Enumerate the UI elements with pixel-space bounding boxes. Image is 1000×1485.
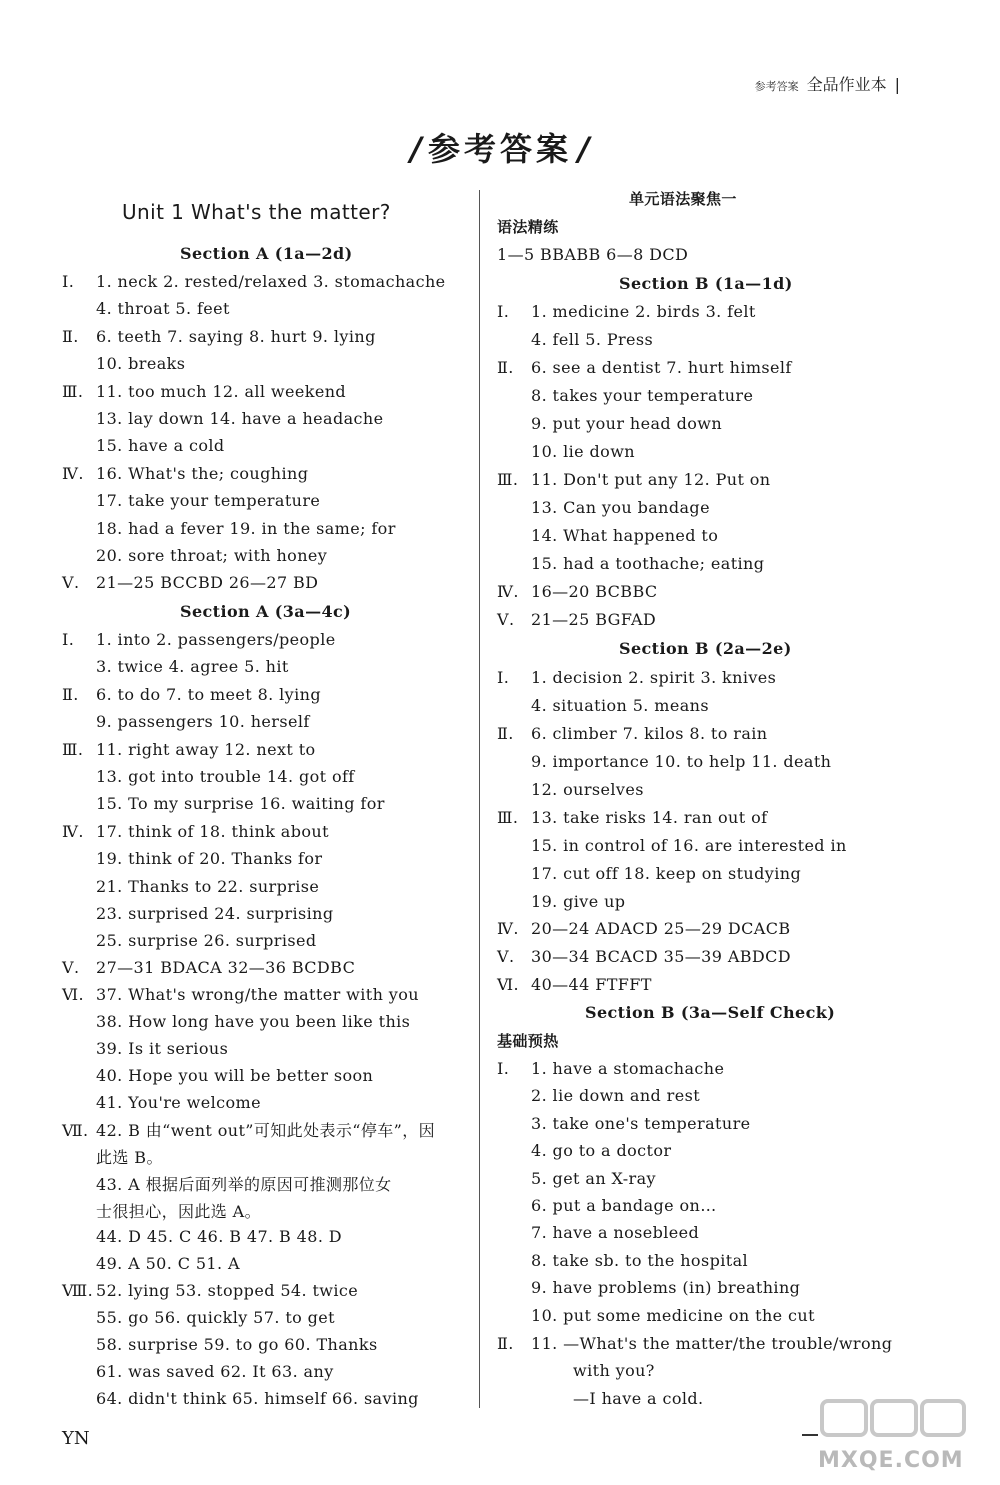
answer-line bbox=[62, 1039, 228, 1059]
answer-line bbox=[62, 931, 317, 951]
answer-text: 1. decision 2. spirit 3. knives bbox=[531, 668, 777, 687]
answer-line bbox=[497, 836, 847, 856]
answer-text: 12. ourselves bbox=[531, 780, 644, 799]
answer-line bbox=[497, 1278, 800, 1298]
answer-line bbox=[62, 794, 385, 814]
answer-text: 19. think of 20. Thanks for bbox=[96, 849, 323, 868]
answer-text: 1. neck 2. rested/relaxed 3. stomachache bbox=[96, 272, 446, 291]
answer-text: 7. have a nosebleed bbox=[531, 1223, 700, 1242]
answer-line bbox=[497, 386, 753, 406]
answer-line bbox=[497, 302, 756, 322]
answer-text: 5. get an X-ray bbox=[531, 1169, 656, 1188]
roman-numeral: Ⅱ. bbox=[62, 327, 79, 346]
answer-line bbox=[497, 498, 710, 518]
answer-text: 41. You're welcome bbox=[96, 1093, 261, 1112]
answer-text: 40. Hope you will be better soon bbox=[96, 1066, 374, 1085]
roman-numeral: Ⅰ. bbox=[497, 668, 510, 687]
answer-text: 21—25 BCCBD 26—27 BD bbox=[96, 573, 319, 592]
roman-numeral: Ⅱ. bbox=[497, 724, 514, 743]
roman-numeral: Ⅴ. bbox=[497, 610, 515, 629]
answer-line bbox=[497, 1086, 700, 1106]
title-text: 参考答案 bbox=[427, 130, 572, 168]
answer-text: 语法精练 bbox=[497, 218, 559, 236]
roman-numeral: Ⅱ. bbox=[497, 358, 514, 377]
answer-line bbox=[497, 808, 767, 828]
answer-line bbox=[497, 724, 767, 744]
roman-numeral: Ⅲ. bbox=[497, 470, 519, 489]
answer-line bbox=[497, 330, 653, 350]
roman-numeral: Ⅱ. bbox=[497, 1334, 514, 1353]
answer-text: 11. —What's the matter/the trouble/wrong bbox=[531, 1334, 893, 1353]
answer-line bbox=[62, 1121, 435, 1141]
roman-numeral: Ⅴ. bbox=[497, 947, 515, 966]
column-divider bbox=[479, 190, 480, 1408]
answer-line bbox=[497, 919, 791, 939]
answer-text: 17. cut off 18. keep on studying bbox=[531, 864, 802, 883]
answer-text: 11. right away 12. next to bbox=[96, 740, 316, 759]
roman-numeral: Ⅶ. bbox=[62, 1121, 89, 1140]
answer-line bbox=[62, 877, 319, 897]
answer-line bbox=[497, 217, 559, 237]
answer-text: 15. had a toothache; eating bbox=[531, 554, 765, 573]
answer-text: 42. B 由“went out”可知此处表示“停车”，因 bbox=[96, 1121, 436, 1140]
answer-line bbox=[573, 1361, 655, 1381]
answer-line bbox=[497, 610, 656, 630]
answer-text: Unit 1 What's the matter? bbox=[122, 200, 391, 224]
answer-line bbox=[180, 244, 353, 264]
answer-text: 23. surprised 24. surprising bbox=[96, 904, 334, 923]
answer-line bbox=[497, 1031, 559, 1051]
answer-line bbox=[497, 947, 791, 967]
answer-text: 17. think of 18. think about bbox=[96, 822, 329, 841]
answer-text: 士很担心，因此选 A。 bbox=[96, 1202, 262, 1221]
roman-numeral: Ⅲ. bbox=[497, 808, 519, 827]
answer-text: 19. give up bbox=[531, 892, 626, 911]
answer-text: 27—31 BDACA 32—36 BCDBC bbox=[96, 958, 356, 977]
answer-line bbox=[62, 573, 318, 593]
answer-text: 38. How long have you been like this bbox=[96, 1012, 411, 1031]
page-title bbox=[0, 124, 1000, 170]
answer-text: 6. teeth 7. saying 8. hurt 9. lying bbox=[96, 327, 376, 346]
answer-text: 9. put your head down bbox=[531, 414, 723, 433]
answer-line bbox=[62, 1227, 342, 1247]
answer-line bbox=[62, 849, 322, 869]
answer-text: Section A (1a—2d) bbox=[180, 244, 353, 263]
answer-line bbox=[497, 470, 771, 490]
roman-numeral: Ⅵ. bbox=[62, 985, 84, 1004]
answer-line bbox=[497, 1169, 656, 1189]
answer-line bbox=[62, 1148, 163, 1168]
answer-line bbox=[62, 1202, 261, 1222]
answer-text: 6. to do 7. to meet 8. lying bbox=[96, 685, 321, 704]
answer-text: 30—34 BCACD 35—39 ABDCD bbox=[531, 947, 792, 966]
answer-text: 2. lie down and rest bbox=[531, 1086, 701, 1105]
answer-line bbox=[62, 409, 384, 429]
roman-numeral: Ⅲ. bbox=[62, 382, 84, 401]
answer-line bbox=[180, 602, 351, 622]
answer-text: 20. sore throat; with honey bbox=[96, 546, 328, 565]
roman-numeral: Ⅵ. bbox=[497, 975, 519, 994]
answer-line bbox=[497, 1223, 699, 1243]
answer-line bbox=[497, 245, 688, 265]
answer-text: 64. didn't think 65. himself 66. saving bbox=[96, 1389, 419, 1408]
answer-text: 49. A 50. C 51. A bbox=[96, 1254, 240, 1273]
answer-line bbox=[122, 202, 391, 222]
answer-text: 16—20 BCBBC bbox=[531, 582, 658, 601]
answer-text: 单元语法聚焦一 bbox=[629, 190, 737, 208]
answer-text: —I have a cold. bbox=[573, 1389, 704, 1408]
answer-text: 11. too much 12. all weekend bbox=[96, 382, 347, 401]
roman-numeral: Ⅴ. bbox=[62, 958, 80, 977]
answer-line bbox=[497, 1334, 892, 1354]
footer-dash bbox=[802, 1434, 818, 1436]
answer-line bbox=[62, 464, 308, 484]
answer-text: 16. What's the; coughing bbox=[96, 464, 309, 483]
answer-line bbox=[497, 1114, 751, 1134]
answer-text: 3. take one's temperature bbox=[531, 1114, 751, 1133]
answer-text: 61. was saved 62. It 63. any bbox=[96, 1362, 334, 1381]
answer-line bbox=[62, 1335, 378, 1355]
header-small-label: 参考答案 bbox=[754, 80, 799, 93]
answer-text: 37. What's wrong/the matter with you bbox=[96, 985, 419, 1004]
answer-text: 10. put some medicine on the cut bbox=[531, 1306, 815, 1325]
answer-line bbox=[497, 1141, 671, 1161]
answer-line bbox=[497, 864, 801, 884]
answer-line bbox=[62, 904, 334, 924]
answer-text: 10. lie down bbox=[531, 442, 635, 461]
answer-line bbox=[62, 1093, 261, 1113]
answer-text: 55. go 56. quickly 57. to get bbox=[96, 1308, 336, 1327]
answer-line bbox=[497, 442, 635, 462]
answer-line bbox=[62, 382, 346, 402]
answer-text: 10. breaks bbox=[96, 354, 186, 373]
answer-line bbox=[497, 582, 658, 602]
answer-line bbox=[619, 274, 793, 294]
answer-text: 4. go to a doctor bbox=[531, 1141, 672, 1160]
answer-line bbox=[62, 1066, 373, 1086]
answer-text: 13. got into trouble 14. got off bbox=[96, 767, 355, 786]
answer-line bbox=[497, 554, 764, 574]
answer-text: 20—24 ADACD 25—29 DCACB bbox=[531, 919, 791, 938]
answer-line bbox=[619, 639, 792, 659]
title-slash-left: / bbox=[410, 130, 422, 168]
page-header bbox=[755, 72, 900, 95]
answer-line bbox=[62, 354, 185, 374]
answer-text: Section B (1a—1d) bbox=[619, 274, 793, 293]
answer-text: 11. Don't put any 12. Put on bbox=[531, 470, 771, 489]
answer-text: 14. What happened to bbox=[531, 526, 719, 545]
answer-line bbox=[62, 1012, 410, 1032]
answer-line bbox=[62, 546, 327, 566]
answer-line bbox=[62, 685, 321, 705]
answer-line bbox=[497, 892, 625, 912]
answer-text: 此选 B。 bbox=[96, 1148, 163, 1167]
answer-line bbox=[62, 657, 289, 677]
roman-numeral: Ⅳ. bbox=[62, 464, 84, 483]
answer-line bbox=[62, 519, 396, 539]
roman-numeral: Ⅰ. bbox=[497, 302, 510, 321]
answer-line bbox=[62, 630, 336, 650]
footer-code: YN bbox=[62, 1428, 90, 1449]
roman-numeral: Ⅳ. bbox=[497, 582, 519, 601]
answer-line bbox=[62, 822, 329, 842]
answer-line bbox=[497, 696, 709, 716]
roman-numeral: Ⅳ. bbox=[497, 919, 519, 938]
answer-text: 1. into 2. passengers/people bbox=[96, 630, 336, 649]
answer-line bbox=[497, 1196, 717, 1216]
answer-text: 40—44 FTFFT bbox=[531, 975, 652, 994]
answer-text: 9. have problems (in) breathing bbox=[531, 1278, 801, 1297]
answer-text: Section A (3a—4c) bbox=[180, 602, 352, 621]
header-bar: | bbox=[894, 75, 900, 94]
answer-line bbox=[629, 189, 737, 209]
answer-text: 39. Is it serious bbox=[96, 1039, 229, 1058]
roman-numeral: Ⅴ. bbox=[62, 573, 80, 592]
title-slash-right: / bbox=[578, 130, 590, 168]
answer-text: 52. lying 53. stopped 54. twice bbox=[96, 1281, 359, 1300]
answer-line bbox=[497, 780, 644, 800]
answer-text: 4. throat 5. feet bbox=[96, 299, 230, 318]
answer-text: 18. had a fever 19. in the same; for bbox=[96, 519, 396, 538]
roman-numeral: Ⅳ. bbox=[62, 822, 84, 841]
answer-line bbox=[497, 358, 792, 378]
roman-numeral: Ⅰ. bbox=[497, 1059, 510, 1078]
answer-text: 8. take sb. to the hospital bbox=[531, 1251, 749, 1270]
answer-text: 15. in control of 16. are interested in bbox=[531, 836, 847, 855]
answer-line bbox=[62, 491, 320, 511]
answer-text: 6. see a dentist 7. hurt himself bbox=[531, 358, 792, 377]
answer-text: 43. A 根据后面列举的原因可推测那位女 bbox=[96, 1175, 392, 1194]
answer-text: 基础预热 bbox=[497, 1032, 559, 1050]
answer-line bbox=[62, 1362, 334, 1382]
watermark-text: MXQE.COM bbox=[818, 1448, 964, 1473]
answer-text: 44. D 45. C 46. B 47. B 48. D bbox=[96, 1227, 343, 1246]
roman-numeral: Ⅰ. bbox=[62, 272, 75, 291]
answer-line bbox=[497, 752, 831, 772]
answer-line bbox=[62, 299, 230, 319]
answer-line bbox=[573, 1389, 704, 1409]
answer-text: 6. climber 7. kilos 8. to rain bbox=[531, 724, 768, 743]
answer-line bbox=[62, 436, 225, 456]
answer-line bbox=[497, 975, 652, 995]
answer-text: 3. twice 4. agree 5. hit bbox=[96, 657, 289, 676]
answer-line bbox=[62, 327, 376, 347]
answer-text: 6. put a bandage on… bbox=[531, 1196, 717, 1215]
roman-numeral: Ⅷ. bbox=[62, 1281, 94, 1300]
answer-text: 13. Can you bandage bbox=[531, 498, 710, 517]
answer-line bbox=[62, 1175, 392, 1195]
answer-line bbox=[62, 740, 316, 760]
answer-text: Section B (3a—Self Check) bbox=[585, 1003, 836, 1022]
answer-line bbox=[62, 1308, 335, 1328]
answer-text: 1. medicine 2. birds 3. felt bbox=[531, 302, 756, 321]
answer-text: 25. surprise 26. surprised bbox=[96, 931, 317, 950]
answer-line bbox=[62, 712, 310, 732]
answer-line bbox=[62, 958, 355, 978]
answer-line bbox=[62, 767, 355, 787]
answer-line bbox=[497, 414, 722, 434]
answer-line bbox=[497, 1251, 748, 1271]
answer-text: 58. surprise 59. to go 60. Thanks bbox=[96, 1335, 378, 1354]
roman-numeral: Ⅰ. bbox=[62, 630, 75, 649]
answer-text: 21. Thanks to 22. surprise bbox=[96, 877, 320, 896]
answer-line bbox=[62, 1254, 240, 1274]
answer-text: 13. take risks 14. ran out of bbox=[531, 808, 768, 827]
answer-text: 9. passengers 10. herself bbox=[96, 712, 310, 731]
answer-line bbox=[497, 526, 718, 546]
answer-text: 9. importance 10. to help 11. death bbox=[531, 752, 832, 771]
header-brand: 全品作业本 bbox=[806, 75, 887, 94]
answer-line bbox=[585, 1003, 835, 1023]
roman-numeral: Ⅲ. bbox=[62, 740, 84, 759]
answer-line bbox=[62, 272, 446, 292]
answer-line bbox=[62, 1389, 419, 1409]
answer-text: 1—5 BBABB 6—8 DCD bbox=[497, 245, 689, 264]
answer-text: with you? bbox=[573, 1361, 655, 1380]
roman-numeral: Ⅱ. bbox=[62, 685, 79, 704]
answer-text: 15. To my surprise 16. waiting for bbox=[96, 794, 385, 813]
answer-line bbox=[62, 985, 419, 1005]
answer-line bbox=[62, 1281, 358, 1301]
answer-text: Section B (2a—2e) bbox=[619, 639, 792, 658]
answer-text: 15. have a cold bbox=[96, 436, 225, 455]
answer-text: 17. take your temperature bbox=[96, 491, 321, 510]
answer-line bbox=[497, 1306, 815, 1326]
answer-text: 8. takes your temperature bbox=[531, 386, 754, 405]
answer-line bbox=[497, 668, 776, 688]
answer-text: 21—25 BGFAD bbox=[531, 610, 657, 629]
answer-text: 13. lay down 14. have a headache bbox=[96, 409, 384, 428]
answer-text: 4. fell 5. Press bbox=[531, 330, 654, 349]
answer-line bbox=[497, 1059, 724, 1079]
answer-text: 4. situation 5. means bbox=[531, 696, 709, 715]
answer-text: 1. have a stomachache bbox=[531, 1059, 725, 1078]
